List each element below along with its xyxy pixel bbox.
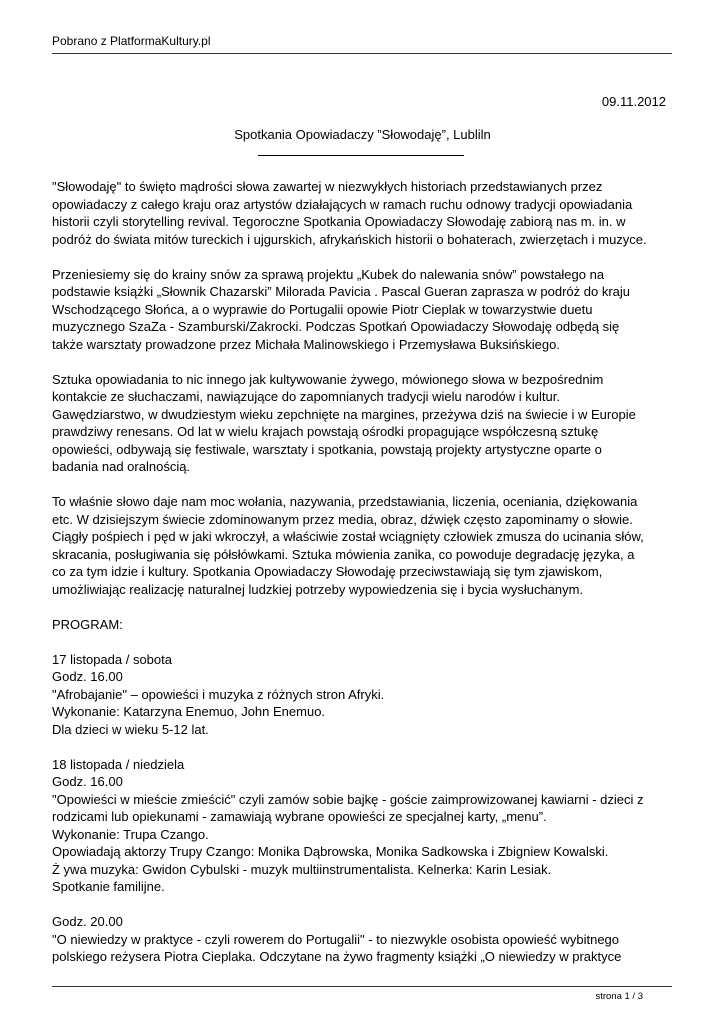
program-evening: Godz. 20.00 "O niewiedzy w praktyce - czyli rowerem do Portugalii" - to niezwykle osobista opowieść wybitnego polskiego reżysera Piotra Cieplaka. Odczytane na żywo fragmenty książki „O niewiedzy w praktyce	[52, 914, 622, 964]
article-title: Spotkania Opowiadaczy ”Słowodaję”, Lubliln	[234, 127, 491, 142]
source-header: Pobrano z PlatformaKultury.pl	[52, 34, 211, 48]
program-heading: PROGRAM:	[52, 616, 123, 632]
page-number: strona 1 / 3	[595, 991, 643, 1002]
program-day-2: 18 listopada / niedziela Godz. 16.00 "Opowieści w mieście zmieścić" czyli zamów sobie bajkę - goście zaimprowizowanej kawiarni - dzieci z rodzicami lub opiekunami - zamawiają wybrane opowieści ze specjalnej karty, „menu”. Wykonanie: Trupa Czango. Opowiadają aktorzy Trupy Czango: Monika Dąbrowska, Monika Sadkowska i Zbigniew Kowalski. Ż ywa muzyka: Gwidon Cybulski - muzyk multiinstrumentalista. Kelnerka: Karin Lesiak. Spotkanie familijne.	[52, 756, 644, 894]
paragraph-word: To właśnie słowo daje nam moc wołania, nazywania, przedstawiania, liczenia, oceniania, dziękowania etc. W dzisiejszym świecie zdominowanym przez media, obraz, dźwięk często zapominamy o słowie. Ciągły pośpiech i pęd w jaki wkroczył, a właściwie został wciągnięty człowiek zmusza do ucinania słów, skracania, posługiwania się półsłówkami. Sztuka mówienia zanika, co powoduje degradację języka, a co za tym idzie i kultury. Spotkania Opowiadaczy Słowodaję przeciwstawiają się tym zjawiskom, umożliwiając realizację naturalnej ludzkiej potrzeby wypowiedzenia się i bycia wysłuchanym.	[52, 494, 644, 597]
article-date: 09.11.2012	[601, 94, 666, 109]
footer-divider	[52, 986, 672, 987]
header-divider	[52, 53, 672, 54]
paragraph-dreams: Przeniesiemy się do krainy snów za sprawą projektu „Kubek do nalewania snów” powstałego na podstawie książki „Słownik Chazarski” Milorada Pavicia . Pascal Gueran zaprasza w podróż do kraju Wschodzącego Słońca, a o wyprawie do Portugalii opowie Piotr Cieplak w towarzystwie duetu muzycznego SzaZa - Szamburski/Zakrocki. Podczas Spotkań Opowiadaczy Słowodaję odbędą się także warsztaty prowadzone przez Michała Malinowskiego i Przemysława Buksińskiego.	[52, 266, 631, 352]
program-day-1: 17 listopada / sobota Godz. 16.00 "Afrobajanie" – opowieści i muzyka z różnych stron Afryki. Wykonanie: Katarzyna Enemuo, John Enemuo. Dla dzieci w wieku 5-12 lat.	[52, 651, 385, 737]
title-underline	[258, 155, 464, 156]
paragraph-storytelling: Sztuka opowiadania to nic innego jak kultywowanie żywego, mówionego słowa w bezpośrednim kontakcie ze słuchaczami, nawiązujące do zapomnianych tradycji wielu narodów i kultur. Gawędziarstwo, w dwudziestym wieku zepchnięte na margines, przeżywa dziś na świecie i w Europie prawdziwy renesans. Od lat w wielu krajach powstają ośrodki propagujące współczesną sztukę opowieści, odbywają się festiwale, warsztaty i spotkania, powstają projekty artystyczne oparte o badania nad oralnością.	[52, 371, 636, 474]
paragraph-intro: "Słowodaję" to święto mądrości słowa zawartej w niezwykłych historiach przedstawianych przez opowiadaczy z całego kraju oraz artystów działających w ramach ruchu odnowy tradycji opowiadania historii czyli storytelling revival. Tegoroczne Spotkania Opowiadaczy Słowodaję zabiorą nas m. in. w podróż do świata mitów tureckich i ujgurskich, afrykańskich historii o bohaterach, zwierzętach i muzyce.	[52, 179, 647, 247]
article-body	[52, 178, 682, 983]
